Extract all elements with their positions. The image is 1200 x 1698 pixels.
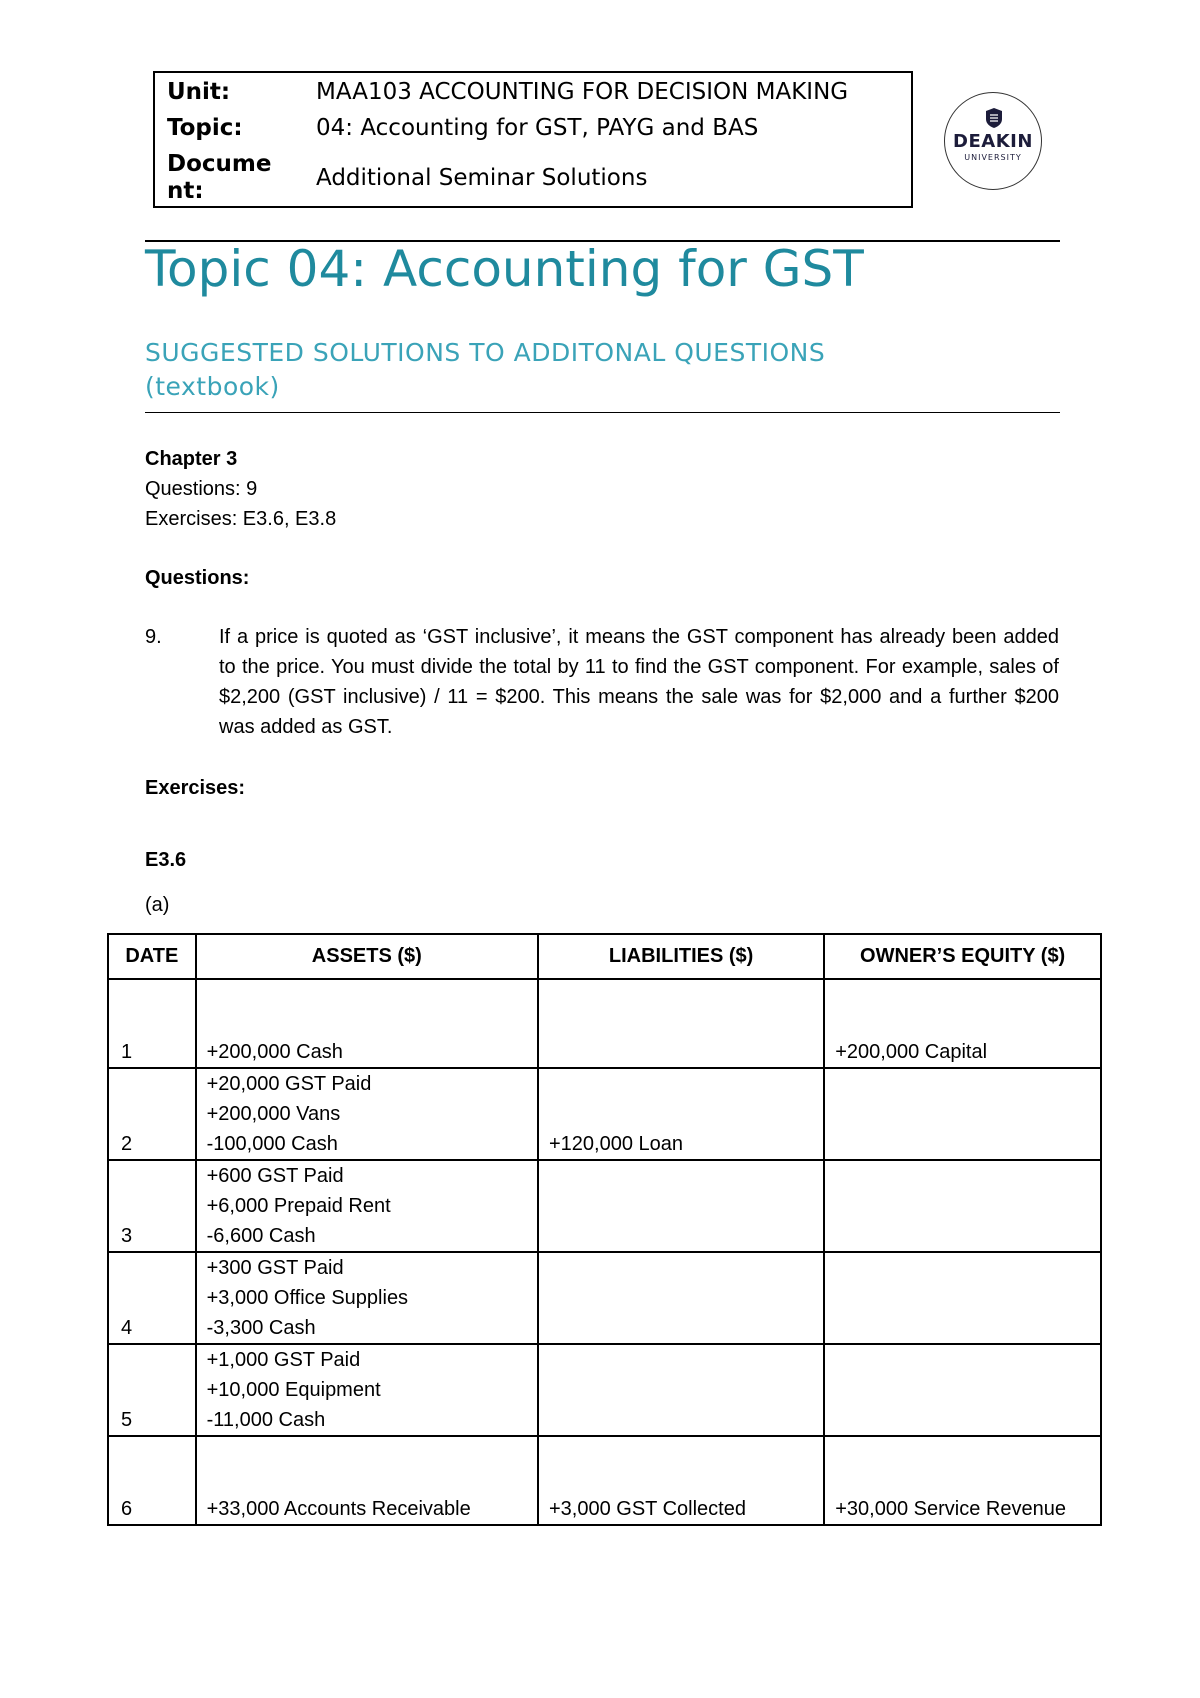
- equity-cell: +200,000 Capital: [824, 979, 1101, 1068]
- liabilities-cell: [538, 1160, 824, 1252]
- document-label: Docume nt:: [167, 151, 272, 204]
- exercises-heading: Exercises:: [145, 777, 246, 799]
- university-logo: [944, 92, 1042, 190]
- assets-cell: +600 GST Paid +6,000 Prepaid Rent -6,600 Cash: [196, 1160, 538, 1252]
- topic-label: Topic:: [167, 115, 243, 141]
- equity-cell: [824, 1160, 1101, 1252]
- liabilities-cell: [538, 979, 824, 1068]
- equity-column-header: OWNER’S EQUITY ($): [824, 934, 1101, 979]
- assets-cell: +200,000 Cash: [196, 979, 538, 1068]
- unit-value: MAA103 ACCOUNTING FOR DECISION MAKING: [316, 79, 849, 105]
- date-cell: 4: [108, 1252, 196, 1344]
- equity-cell: [824, 1252, 1101, 1344]
- table-header-row: [108, 934, 1101, 979]
- question-number: 9.: [145, 626, 162, 648]
- title-bottom-rule: [145, 412, 1060, 413]
- table-row: [108, 1160, 1101, 1252]
- document-value: Additional Seminar Solutions: [316, 165, 648, 191]
- assets-cell: +1,000 GST Paid +10,000 Equipment -11,000 Cash: [196, 1344, 538, 1436]
- logo-wordmark: DEAKIN: [953, 131, 1033, 152]
- exercise-part: (a): [145, 894, 170, 916]
- page-subtitle: SUGGESTED SOLUTIONS TO ADDITONAL QUESTIONS (textbook): [145, 338, 826, 401]
- exercise-id: E3.6: [145, 849, 187, 871]
- liabilities-cell: [538, 1252, 824, 1344]
- table-row: [108, 979, 1101, 1068]
- questions-heading: Questions:: [145, 567, 250, 589]
- document-header-box: [153, 71, 913, 208]
- date-cell: 3: [108, 1160, 196, 1252]
- question-answer-text: If a price is quoted as ‘GST inclusive’, it means the GST component has already been added to the price. You must divide the total by 11 to find the GST component. For example, sales of $2,200 (GST inclusive) / 11 = $200. This means the sale was for $2,000 and a further $200 was added as GST.: [219, 626, 1059, 738]
- chapter-heading: Chapter 3: [145, 448, 238, 470]
- deakin-emblem-icon: [983, 107, 1005, 129]
- date-cell: 5: [108, 1344, 196, 1436]
- assets-cell: +300 GST Paid +3,000 Office Supplies -3,300 Cash: [196, 1252, 538, 1344]
- equity-cell: +30,000 Service Revenue: [824, 1436, 1101, 1525]
- date-cell: 6: [108, 1436, 196, 1525]
- date-cell: 1: [108, 979, 196, 1068]
- unit-label: Unit:: [167, 79, 231, 105]
- equity-cell: [824, 1068, 1101, 1160]
- chapter-questions: Questions: 9: [145, 478, 258, 500]
- logo-subtext: UNIVERSITY: [964, 153, 1022, 162]
- accounting-equation-table: [107, 933, 1102, 1526]
- liabilities-column-header: LIABILITIES ($): [538, 934, 824, 979]
- equity-cell: [824, 1344, 1101, 1436]
- liabilities-cell: +3,000 GST Collected: [538, 1436, 824, 1525]
- page-title: Topic 04: Accounting for GST: [145, 240, 864, 298]
- chapter-exercises: Exercises: E3.6, E3.8: [145, 508, 337, 530]
- date-column-header: DATE: [108, 934, 196, 979]
- table-row: [108, 1252, 1101, 1344]
- liabilities-cell: [538, 1344, 824, 1436]
- liabilities-cell: +120,000 Loan: [538, 1068, 824, 1160]
- table-row: [108, 1068, 1101, 1160]
- topic-value: 04: Accounting for GST, PAYG and BAS: [316, 115, 759, 141]
- assets-cell: +20,000 GST Paid +200,000 Vans -100,000 Cash: [196, 1068, 538, 1160]
- table-row: [108, 1436, 1101, 1525]
- assets-cell: +33,000 Accounts Receivable: [196, 1436, 538, 1525]
- table-row: [108, 1344, 1101, 1436]
- assets-column-header: ASSETS ($): [196, 934, 538, 979]
- date-cell: 2: [108, 1068, 196, 1160]
